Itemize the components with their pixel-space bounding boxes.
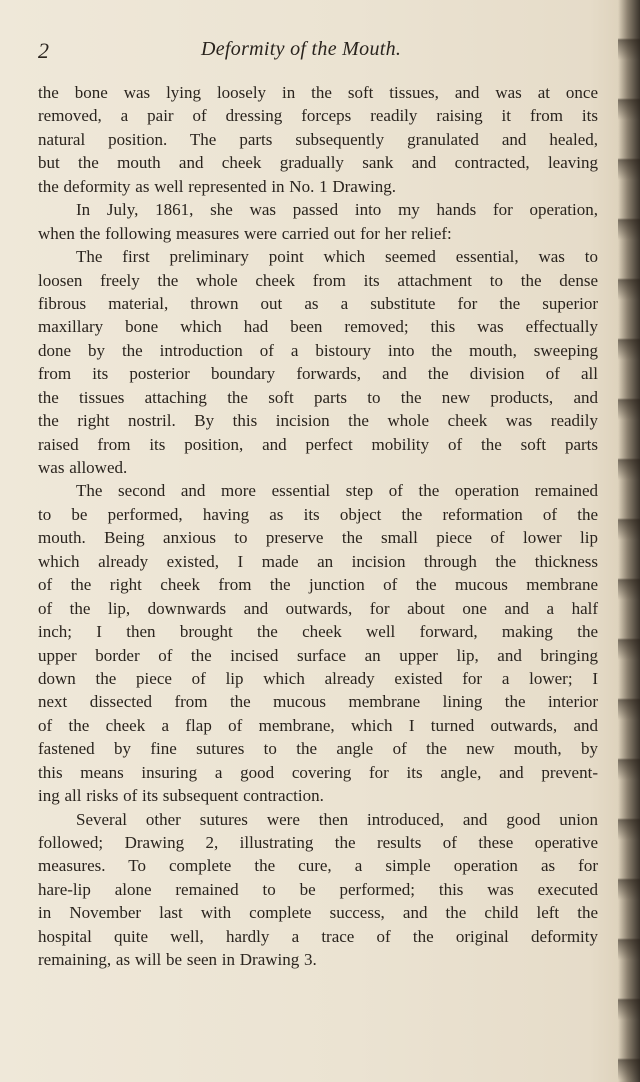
text-line: natural position. The parts subsequently granulated and healed,: [38, 129, 598, 149]
text-line: but the mouth and cheek gradually sank and contracted, leaving: [38, 153, 598, 173]
text-line: Several other sutures were then introduced, and good union: [76, 809, 598, 829]
text-line: was allowed.: [38, 458, 128, 477]
body-text: [38, 81, 598, 972]
text-line: in November last with complete success, and the child left the: [38, 903, 598, 923]
text-line: remaining, as will be seen in Drawing 3.: [38, 950, 317, 970]
text-line: next dissected from the mucous membrane lining the interior: [38, 692, 598, 712]
text-line: measures. To complete the cure, a simple operation as for: [38, 856, 598, 876]
text-line: which already existed, I made an incision through the thickness: [38, 551, 598, 571]
text-line: maxillary bone which had been removed; this was effectually: [38, 317, 598, 337]
text-line: when the following measures were carried out for her relief:: [38, 223, 452, 243]
text-line: the right nostril. By this incision the whole cheek was readily: [38, 411, 598, 431]
text-line: hospital quite well, hardly a trace of the original deformity: [38, 926, 598, 946]
text-line: ing all risks of its subsequent contraction.: [38, 786, 324, 806]
text-line: The first preliminary point which seemed essential, was to: [76, 247, 598, 267]
text-line: this means insuring a good covering for its angle, and prevent-: [38, 762, 598, 782]
page-number: 2: [38, 38, 49, 63]
text-line: the tissues attaching the soft parts to the new products, and: [38, 387, 598, 407]
text-line: of the lip, downwards and outwards, for about one and a half: [38, 598, 598, 618]
text-line: The second and more essential step of the operation remained: [76, 481, 598, 501]
text-line: removed, a pair of dressing forceps readily raising it from its: [38, 106, 598, 126]
text-line: of the cheek a flap of membrane, which I turned outwards, and: [38, 715, 598, 735]
page-header: [0, 38, 640, 66]
page-edge-shadow: [618, 0, 640, 1082]
text-line: In July, 1861, she was passed into my hands for operation,: [76, 200, 598, 220]
text-line: followed; Drawing 2, illustrating the results of these operative: [38, 833, 598, 852]
text-line: fibrous material, thrown out as a substitute for the superior: [38, 293, 598, 313]
text-line: raised from its position, and perfect mobility of the soft parts: [38, 434, 598, 454]
text-line: mouth. Being anxious to preserve the small piece of lower lip: [38, 528, 598, 548]
text-line: of the right cheek from the junction of the mucous membrane: [38, 575, 598, 595]
text-line: from its posterior boundary forwards, and the division of all: [38, 364, 598, 384]
text-line: fastened by fine sutures to the angle of the new mouth, by: [38, 739, 598, 759]
text-line: upper border of the incised surface an upper lip, and bringing: [38, 645, 598, 665]
text-line: loosen freely the whole cheek from its attachment to the dense: [38, 270, 598, 290]
text-line: hare-lip alone remained to be performed; this was executed: [38, 879, 598, 899]
text-line: done by the introduction of a bistoury into the mouth, sweeping: [38, 340, 598, 360]
text-line: the bone was lying loosely in the soft tissues, and was at once: [38, 83, 598, 102]
text-line: inch; I then brought the cheek well forward, making the: [38, 622, 598, 642]
text-line: to be performed, having as its object the reformation of the: [38, 504, 598, 524]
running-title: Deformity of the Mouth.: [201, 38, 402, 60]
text-line: down the piece of lip which already existed for a lower; I: [38, 668, 598, 688]
text-line: the deformity as well represented in No. 1 Drawing.: [38, 176, 397, 196]
